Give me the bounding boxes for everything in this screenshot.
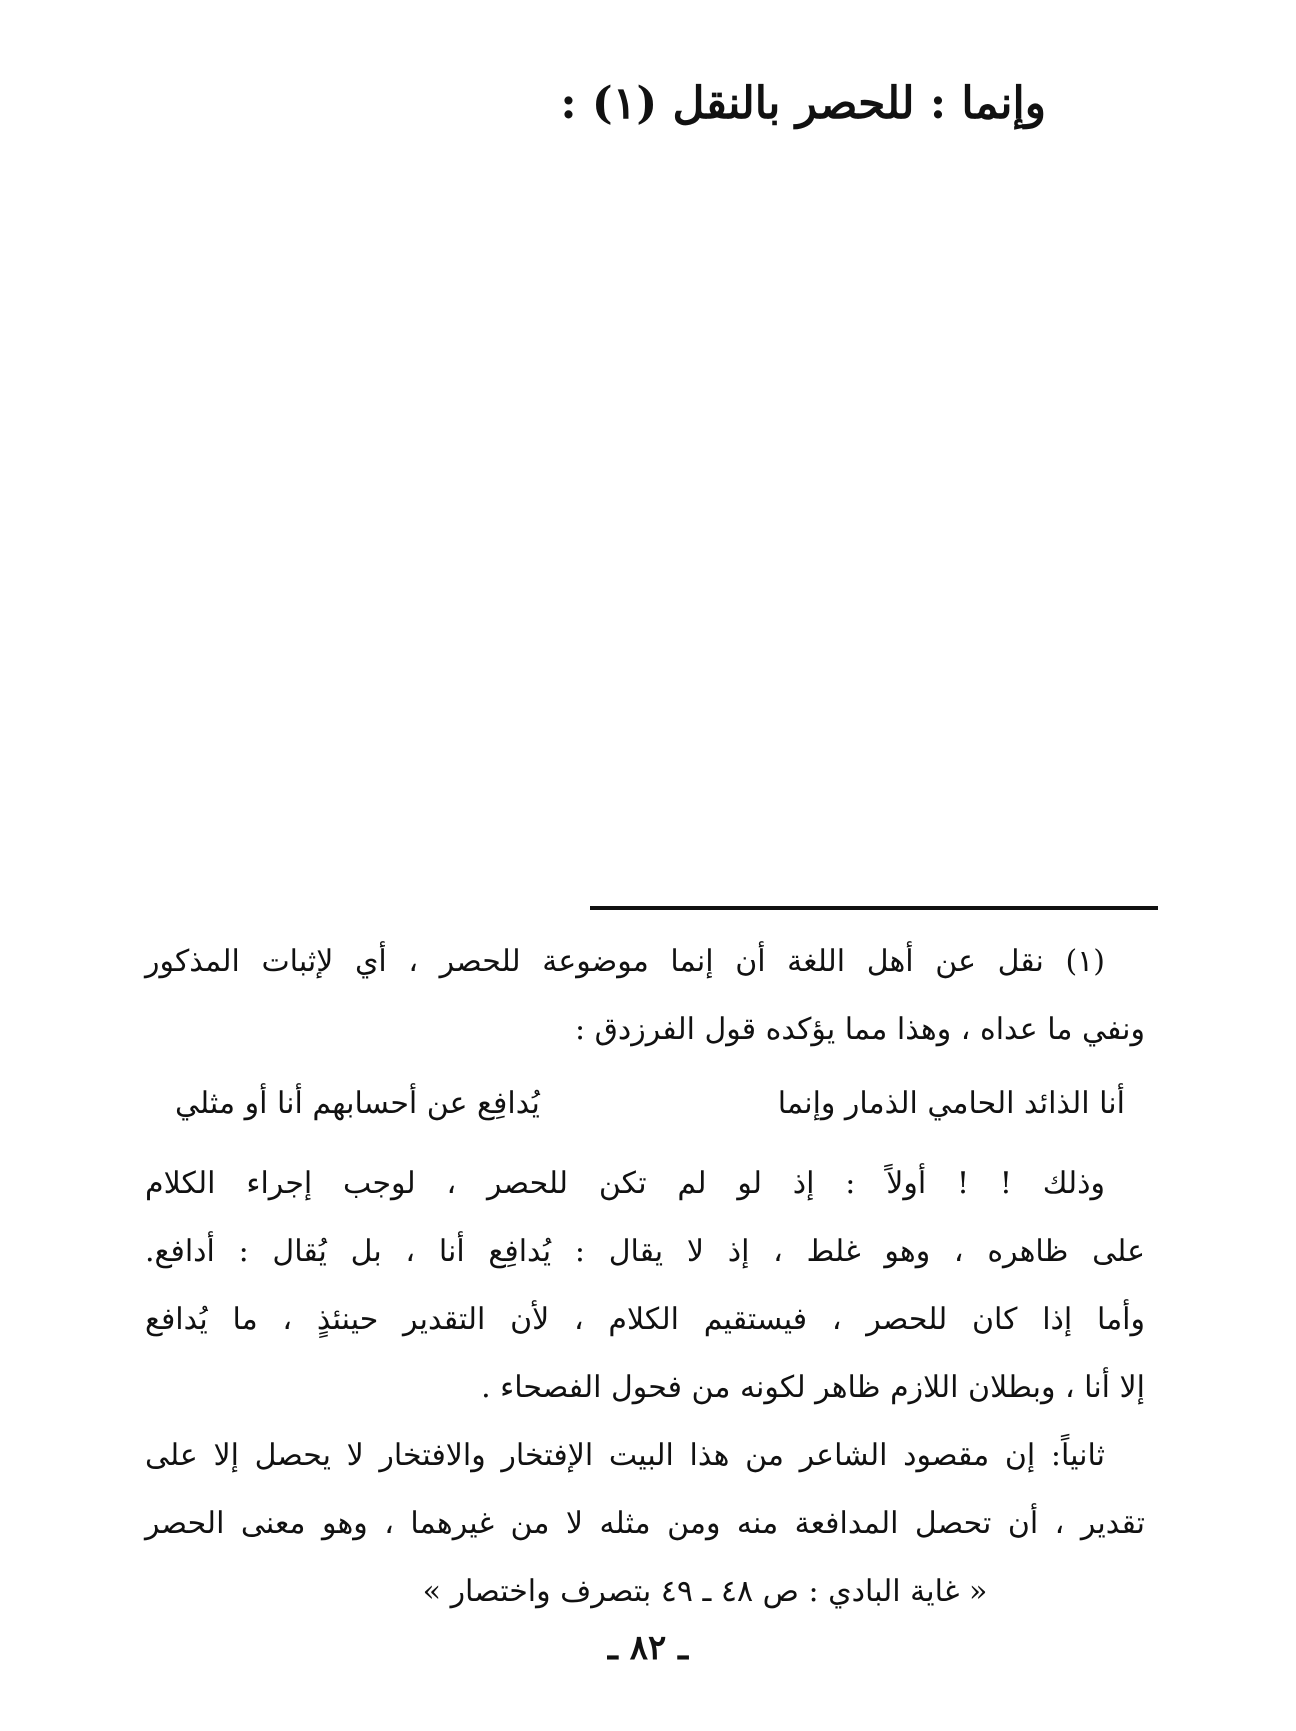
paragraph-line: على ظاهره ، وهو غلط ، إذ لا يقال : يُدافِع أنا ، بل يُقال : أدافع. [145, 1234, 1145, 1269]
paragraph-line: وذلك ! ! أولاً : إذ لو لم تكن للحصر ، لوجب إجراء الكلام [145, 1166, 1105, 1201]
page-heading: وإنما : للحصر بالنقل (١) : [560, 78, 1046, 129]
verse-first-hemistich: أنا الذائد الحامي الذمار وإنما [777, 1086, 1125, 1121]
verse-second-hemistich: يُدافِع عن أحسابهم أنا أو مثلي [175, 1086, 540, 1121]
footnote-separator [590, 906, 1158, 910]
paragraph-line: ثانياً: إن مقصود الشاعر من هذا البيت الإفتخار والافتخار لا يحصل إلا على [145, 1438, 1105, 1473]
footnote-line: (١) نقل عن أهل اللغة أن إنما موضوعة للحصر ، أي لإثبات المذكور [145, 944, 1105, 979]
poetry-verse [145, 1064, 1145, 1144]
page-number: ـ ٨٢ ـ [607, 1628, 689, 1668]
footnote-line: ونفي ما عداه ، وهذا مما يؤكده قول الفرزدق : [574, 1012, 1145, 1047]
paragraph-line: إلا أنا ، وبطلان اللازم ظاهر لكونه من فحول الفصحاء . [481, 1370, 1145, 1405]
source-citation: « غاية البادي : ص ٤٨ ـ ٤٩ بتصرف واختصار » [422, 1574, 988, 1609]
footnote-block [145, 928, 1145, 1626]
paragraph-line: تقدير ، أن تحصل المدافعة منه ومن مثله لا من غيرهما ، وهو معنى الحصر [145, 1506, 1145, 1541]
paragraph-line: وأما إذا كان للحصر ، فيستقيم الكلام ، لأن التقدير حينئذٍ ، ما يُدافع [145, 1302, 1145, 1337]
